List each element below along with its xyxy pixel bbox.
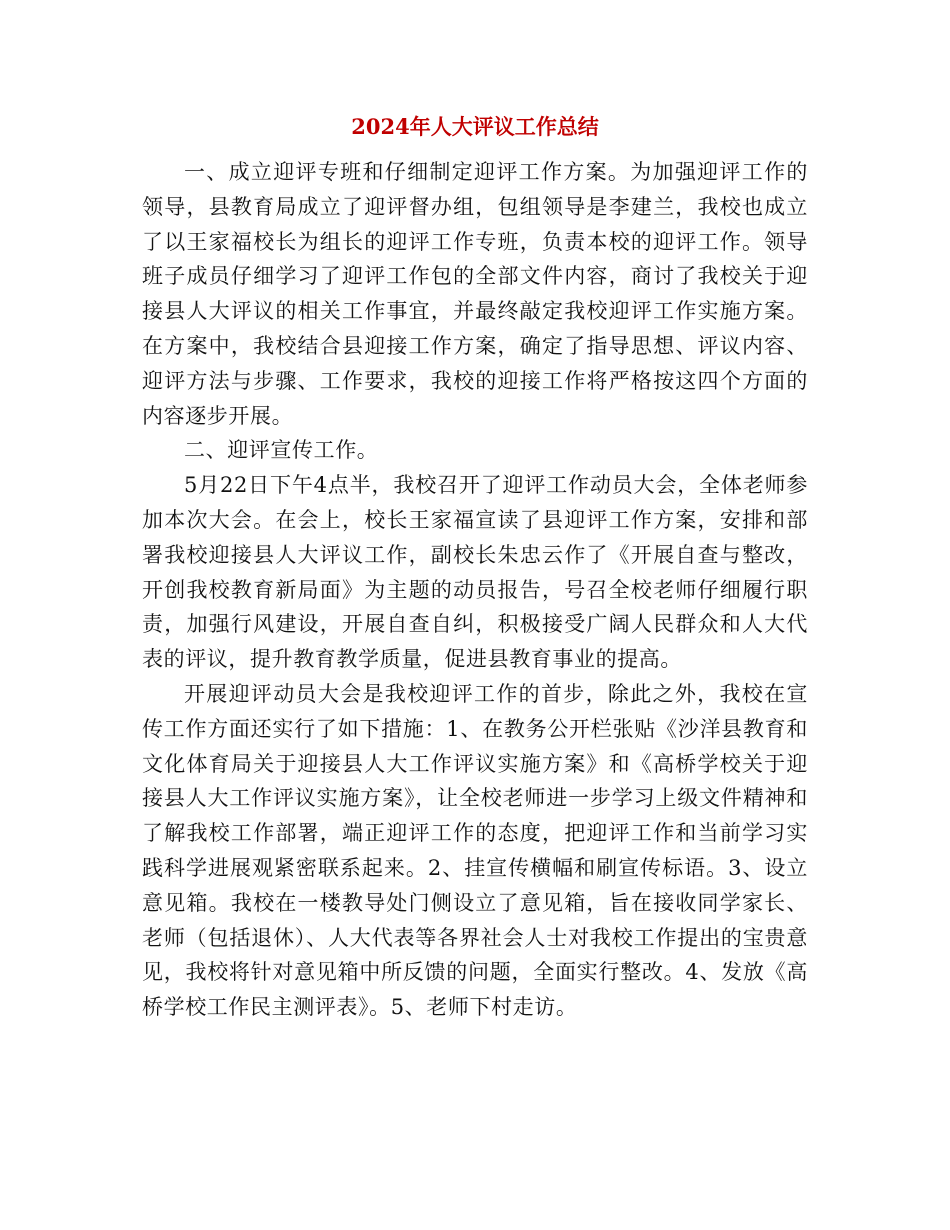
document-title: 2024年人大评议工作总结 [351,114,599,139]
paragraph-publicity-heading: 二、迎评宣传工作。 [184,438,379,463]
paragraph-mobilization-meeting: 5月22日下午4点半，我校召开了迎评工作动员大会，全体老师参加本次大会。在会上，校长王家福宣读了县迎评工作方案，安排和部署我校迎接县人大评议工作，副校长朱忠云作了《开展自查与整改，开创我校教育新局面》为主题的动员报告，号召全校老师仔细履行职责，加强行风建设，开展自查自纠，积极接受广阔人民群众和人大代表的评议，提升教育教学质量，促进县教育事业的提高。 [142,473,808,672]
paragraph-establish-team: 一、成立迎评专班和仔细制定迎评工作方案。为加强迎评工作的领导，县教育局成立了迎评督办组，包组领导是李建兰，我校也成立了以王家福校长为组长的迎评工作专班，负责本校的迎评工作。领导班子成员仔细学习了迎评工作包的全部文件内容，商讨了我校关于迎接县人大评议的相关工作事宜，并最终敲定我校迎评工作实施方案。在方案中，我校结合县迎接工作方案，确定了指导思想、评议内容、迎评方法与步骤、工作要求，我校的迎接工作将严格按这四个方面的内容逐步开展。 [142,160,808,428]
document-body [142,155,808,1025]
paragraph-publicity-measures: 开展迎评动员大会是我校迎评工作的首步，除此之外，我校在宣传工作方面还实行了如下措施：1、在教务公开栏张贴《沙洋县教育和文化体育局关于迎接县人大工作评议实施方案》和《高桥学校关于迎接县人大工作评议实施方案》，让全校老师进一步学习上级文件精神和了解我校工作部署，端正迎评工作的态度，把迎评工作和当前学习实践科学进展观紧密联系起来。2、挂宣传横幅和刷宣传标语。3、设立意见箱。我校在一楼教导处门侧设立了意见箱，旨在接收同学家长、老师（包括退休）、人大代表等各界社会人士对我校工作提出的宝贵意见，我校将针对意见箱中所反馈的问题，全面实行整改。4、发放《高桥学校工作民主测评表》。5、老师下村走访。 [142,681,808,1020]
